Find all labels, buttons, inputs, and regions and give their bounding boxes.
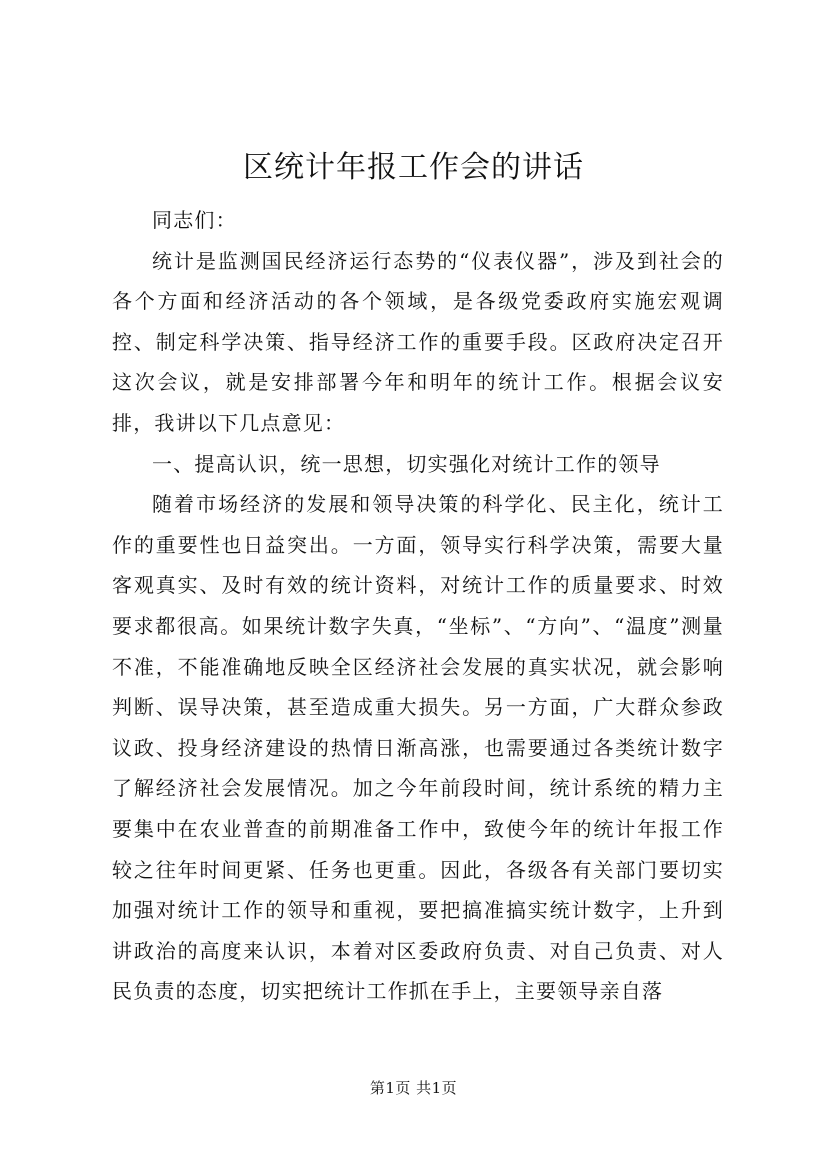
paragraph-intro: 统计是监测国民经济运行态势的“仪表仪器”，涉及到社会的各个方面和经济活动的各个领域，是各级党委政府实施宏观调控、制定科学决策、指导经济工作的重要手段。区政府决定召开这次会议，就是安排部署今年和明年的统计工作。根据会议安排，我讲以下几点意见： — [112, 248, 724, 435]
document-title: 区统计年报工作会的讲话 — [243, 150, 584, 185]
paragraph-section-1: 随着市场经济的发展和领导决策的科学化、民主化，统计工作的重要性也日益突出。一方面，领导实行科学决策，需要大量客观真实、及时有效的统计资料，对统计工作的质量要求、时效要求都很高。如果统计数字失真，“坐标”、“方向”、“温度”测量不准，不能准确地反映全区经济社会发展的真实状况，就会影响判断、误导决策，甚至造成重大损失。另一方面，广大群众参政议政、投身经济建设的热情日渐高涨，也需要通过各类统计数字了解经济社会发展情况。加之今年前段时间，统计系统的精力主要集中在农业普查的前期准备工作中，致使今年的统计年报工作较之往年时间更紧、任务也更重。因此，各级各有关部门要切实加强对统计工作的领导和重视，要把搞准搞实统计数字，上升到讲政治的高度来认识，本着对区委政府负责、对自己负责、对人民负责的态度，切实把统计工作抓在手上，主要领导亲自落 — [112, 492, 724, 1004]
section-heading-1: 一、提高认识，统一思想，切实强化对统计工作的领导 — [152, 451, 661, 476]
page-footer: 第1页 共1页 — [369, 1079, 458, 1097]
salutation: 同志们： — [152, 208, 237, 232]
document-body — [112, 200, 724, 1012]
